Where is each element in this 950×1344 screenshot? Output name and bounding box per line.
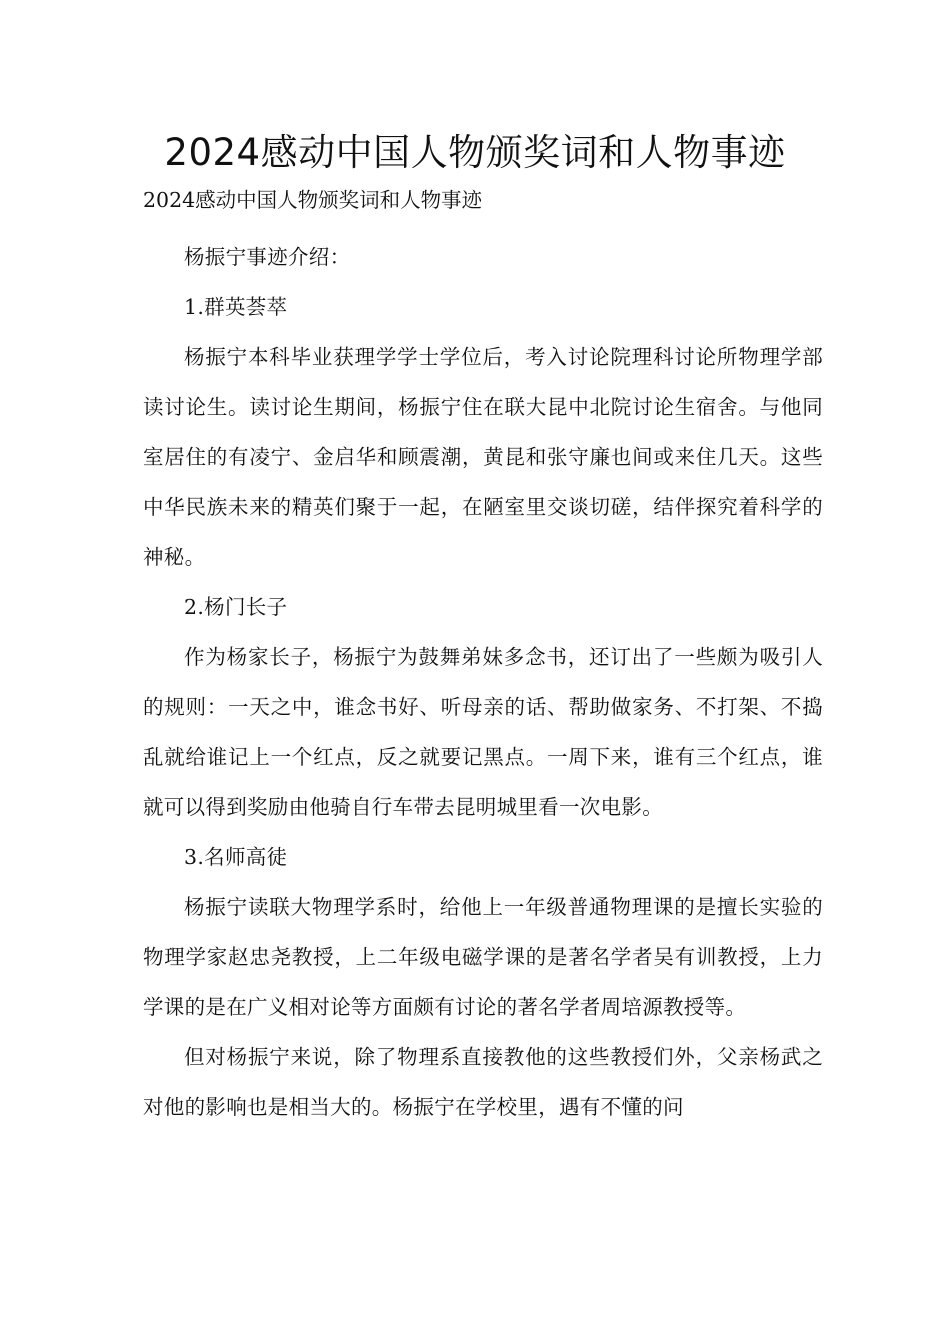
section-heading: 3.名师高徒 — [184, 845, 288, 869]
section-heading: 杨振宁事迹介绍： — [184, 245, 351, 269]
section-heading: 2.杨门长子 — [184, 595, 288, 619]
section-heading: 1.群英荟萃 — [184, 295, 288, 319]
body-paragraph: 但对杨振宁来说，除了物理系直接教他的这些教授们外，父亲杨武之对他的影响也是相当大的。杨振宁在学校里，遇有不懂的问 — [143, 1045, 823, 1119]
document-body — [143, 232, 823, 1132]
document-subtitle: 2024感动中国人物颁奖词和人物事迹 — [143, 188, 483, 212]
body-paragraph: 杨振宁本科毕业获理学学士学位后，考入讨论院理科讨论所物理学部读讨论生。读讨论生期间，杨振宁住在联大昆中北院讨论生宿舍。与他同室居住的有凌宁、金启华和顾震潮，黄昆和张守廉也间或来住几天。这些中华民族未来的精英们聚于一起，在陋室里交谈切磋，结伴探究着科学的神秘。 — [143, 345, 823, 569]
body-paragraph: 杨振宁读联大物理学系时，给他上一年级普通物理课的是擅长实验的物理学家赵忠尧教授，上二年级电磁学课的是著名学者吴有训教授，上力学课的是在广义相对论等方面颇有讨论的著名学者周培源教授等。 — [143, 895, 823, 1019]
document-title: 2024感动中国人物颁奖词和人物事迹 — [164, 131, 786, 174]
body-paragraph: 作为杨家长子，杨振宁为鼓舞弟妹多念书，还订出了一些颇为吸引人的规则：一天之中，谁念书好、听母亲的话、帮助做家务、不打架、不捣乱就给谁记上一个红点，反之就要记黑点。一周下来，谁有三个红点，谁就可以得到奖励由他骑自行车带去昆明城里看一次电影。 — [143, 645, 823, 819]
